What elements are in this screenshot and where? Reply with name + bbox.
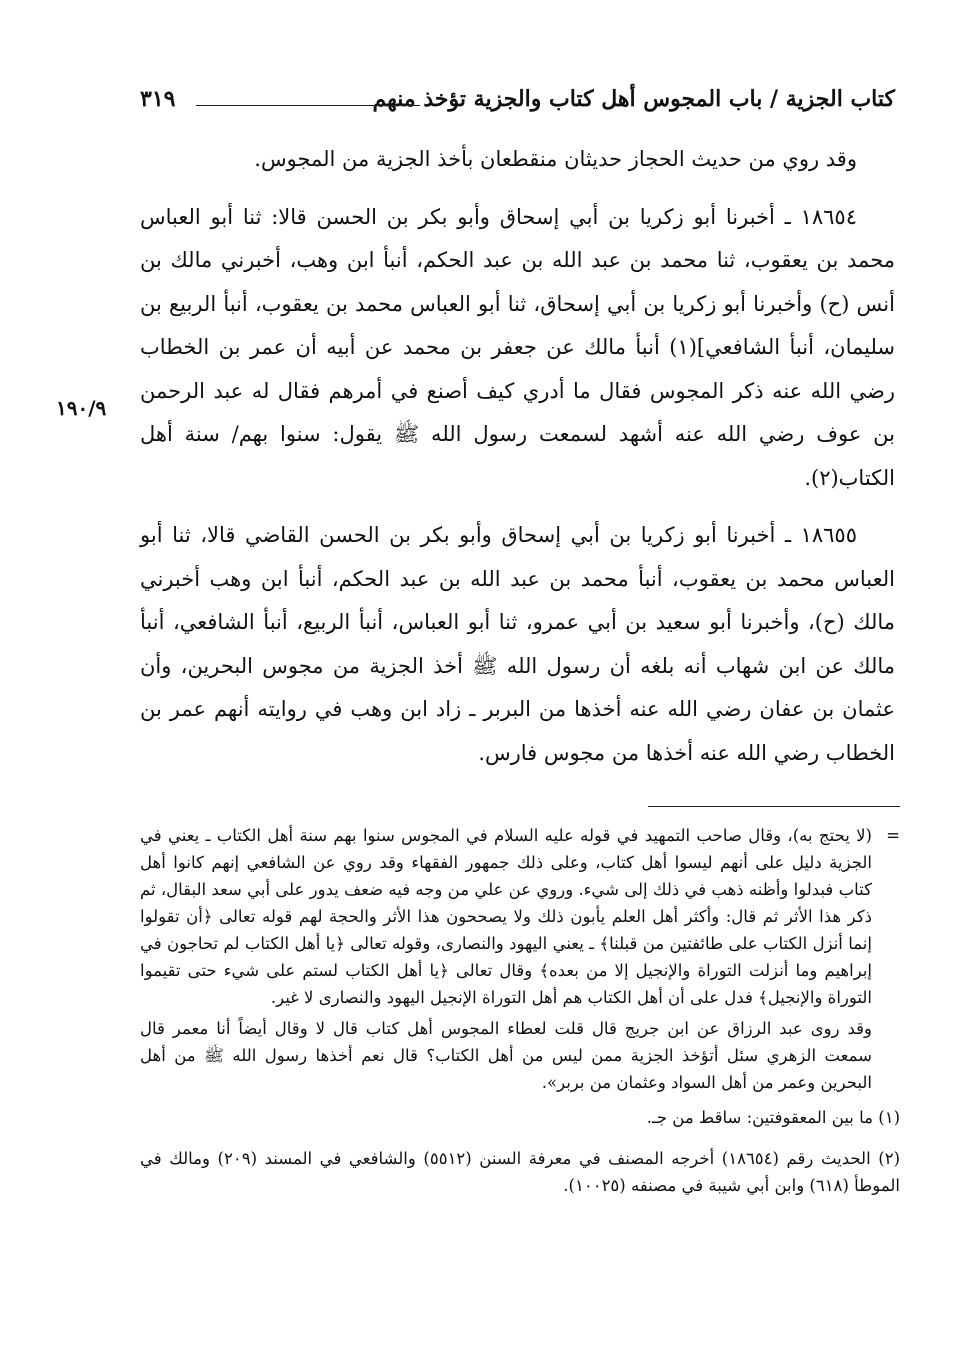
footnote-separator [648,806,900,807]
footnote-2: (٢) الحديث رقم (١٨٦٥٤) أخرجه المصنف في معرفة السنن (٥٥١٢) والشافعي في المسند (٢٠٩) ومالك في الموطأ (٦١٨) وابن أبي شيبة في مصنفه (١٠٠٢٥). [140,1149,900,1195]
page-number: ٣١٩ [140,86,176,112]
footnote-1: (١) ما بين المعقوفتين: ساقط من جـ. [646,1108,900,1127]
header-rule [196,105,420,106]
hadith-18655: ١٨٦٥٥ ـ أخبرنا أبو زكريا بن أبي إسحاق وأبو بكر بن الحسن القاضي قالا، ثنا أبو العباس محمد بن يعقوب، أنبأ محمد بن عبد الله بن عبد الحكم، أنبأ ابن وهب أخبرني مالك (ح)، وأخبرنا أبو سعيد بن أبي عمرو، ثنا أبو العباس، أنبأ الربيع، أنبأ الشافعي، أنبأ مالك عن ابن شهاب أنه بلغه أن رسول الله ﷺ أخذ الجزية من مجوس البحرين، وأن عثمان بن عفان رضي الله عنه أخذها من البربر ـ زاد ابن وهب في روايته أنهم عمر بن الخطاب رضي الله عنه أخذها من مجوس فارس. [140,523,895,765]
running-header-title: كتاب الجزية / باب المجوس أهل كتاب والجزية تؤخذ منهم [372,86,895,112]
running-header [140,80,895,120]
main-text [140,138,895,775]
intro-paragraph: وقد روي من حديث الحجاز حديثان منقطعان بأخذ الجزية من المجوس. [254,147,857,171]
hadith-18654: ١٨٦٥٤ ـ أخبرنا أبو زكريا بن أبي إسحاق وأبو بكر بن الحسن قالا: ثنا أبو العباس محمد بن يعقوب، ثنا محمد بن عبد الله بن عبد الحكم، أنبأ ابن وهب، أخبرني مالك بن أنس (ح) وأخبرنا أبو زكريا بن أبي إسحاق، ثنا أبو العباس محمد بن يعقوب، أنبأ الربيع بن سليمان، أنبأ الشافعي](١) أنبأ مالك عن جعفر بن محمد عن أبيه أن عمر بن الخطاب رضي الله عنه ذكر المجوس فقال ما أدري كيف أصنع في أمرهم فقال له عبد الرحمن بن عوف رضي الله عنه أشهد لسمعت رسول الله ﷺ يقول: سنوا بهم/ سنة أهل الكتاب(٢). [140,204,895,490]
continuation-mark: = [886,826,900,845]
footnote-continuation-text: (لا يحتج به)، وقال صاحب التمهيد في قوله عليه السلام في المجوس سنوا بهم سنة أهل الكتاب ـ يعني في الجزية دليل على أنهم ليسوا أهل كتاب، وعلى ذلك جمهور الفقهاء وقد روي عن الشافعي إنهم كانوا أهل كتاب فبدلوا وأظنه ذهب في ذلك إلى شيء. وروي عن علي من وجه فيه ضعف يدور على أبي سعد البقال، ثم ذكر هذا الأثر ثم قال: وأكثر أهل العلم يأبون ذلك ولا يصححون هذا الأثر والحجة لهم قوله تعالى ﴿أن تقولوا إنما أنزل الكتاب على طائفتين من قبلنا﴾ ـ يعني اليهود والنصارى، وقوله تعالى ﴿يا أهل الكتاب لم تحاجون في إبراهيم وما أنزلت التوراة والإنجيل إلا من بعده﴾ وقال تعالى ﴿يا أهل الكتاب لستم على شيء حتى تقيموا التوراة والإنجيل﴾ فدل على أن أهل الكتاب هم أهل التوراة الإنجيل اليهود والنصارى لا غير. [140,826,872,1007]
footnote-continuation [140,822,900,1011]
footnotes [140,822,900,1199]
footnote-continuation-2: وقد روى عبد الرزاق عن ابن جريج قال قلت لعطاء المجوس أهل كتاب قال لا وقال أيضاً أنا معمر قال سمعت الزهري سئل أتؤخذ الجزية ممن ليس من أهل الكتاب؟ قال نعم أخذها رسول الله ﷺ من أهل البحرين وعمر من أهل السواد وعثمان من بربر». [140,1019,872,1092]
margin-volume-page-reference: ١٩٠/٩ [56,396,107,420]
